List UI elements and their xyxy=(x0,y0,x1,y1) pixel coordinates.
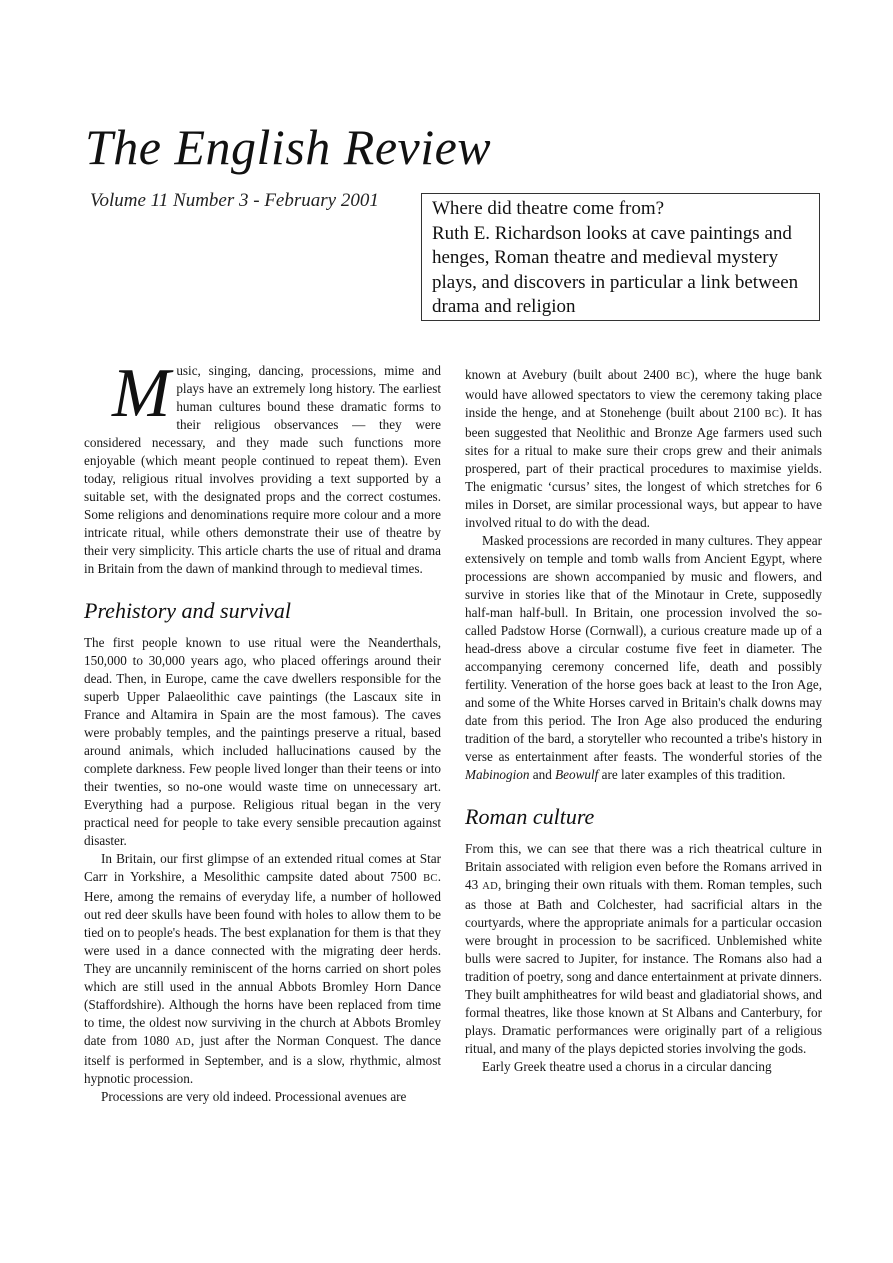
heading-roman-culture: Roman culture xyxy=(465,804,595,829)
standfirst-question: Where did theatre come from? xyxy=(432,198,665,219)
drop-cap: M xyxy=(112,355,171,432)
paragraph: Early Greek theatre used a chorus in a circular dancing xyxy=(482,1059,772,1074)
standfirst-box xyxy=(421,193,820,321)
paragraph xyxy=(84,850,441,1088)
paragraph-text: . Here, among the remains of everyday life, a number of hollowed out red deer skulls have been found with holes to allow them to be tied on to people's heads. The best explanation for them is that they were used in a dance connected with the migrating deer herds. They are uncannily reminiscent of the horns carried on short poles which are still used in the annual Abbots Bromley Horn Dance (Staffordshire). Although the horns have been replaced from time to time, the oldest now surviving in the church at Abbots Bromley date from 1080 xyxy=(84,869,441,1048)
standfirst-summary: Ruth E. Richardson looks at cave paintings and henges, Roman theatre and medieval mystery plays, and discovers in particular a link between drama and religion xyxy=(432,222,799,317)
paragraph: Processions are very old indeed. Processional avenues are xyxy=(101,1089,407,1104)
heading-prehistory: Prehistory and survival xyxy=(84,598,291,623)
paragraph-text: , bringing their own rituals with them. Roman temples, such as those at Bath and Colchester, had sacrificial altars in the courtyards, where the appropriate animals for a particular occasion were brought in procession to be sacrificed. Unblemished white bulls were sacred to Jupiter, for instance. The Romans also had a tradition of poetry, song and dance entertainment at private dinners. They built amphitheatres for wild beast and gladiatorial shows, and formal theatres, like those known at St Albans and Canterbury, for plays. Dramatic performances were originally part of a religious ritual, and many of the plays depicted stories involving the gods. xyxy=(465,877,822,1056)
paragraph-text: , just after the Norman Conquest. The dance itself is performed in September, and is a slow, rhythmic, almost hypnotic procession. xyxy=(84,1033,441,1086)
paragraph-text: are later examples of this tradition. xyxy=(598,767,786,782)
paragraph-text: Masked processions are recorded in many cultures. They appear extensively on temple and tomb walls from Ancient Egypt, where processions are shown accompanied by music and flowers, and survive in stories like that of the Minotaur in Crete, supposedly half-man half-bull. In Britain, one procession involved the so-called Padstow Horse (Cornwall), a curious creature made up of a head-dress above a circular costume five feet in diameter. The accompanying ceremony concerned life, death and possibly fertility. Veneration of the horse goes back at least to the Iron Age, and some of the White Horses carved in Britain's chalk downs may date from this period. The Iron Age also produced the enduring tradition of the bard, a storyteller who recounted a tribe's history in verse as entertainment after feasts. The wonderful stories of the xyxy=(465,533,822,764)
era-abbrev: BC xyxy=(423,873,438,884)
paragraph-text: ). It has been suggested that Neolithic and Bronze Age farmers used such sites for a ritual to make sure their crops grew and their animals prospered, part of their practical procedures to maximise yields. The enigmatic ‘cursus’ sites, the longest of which stretches for 6 miles in Dorset, are similar processional ways, but appear to have involved ritual to do with the dead. xyxy=(465,405,822,530)
paragraph xyxy=(465,840,822,1058)
paragraph xyxy=(465,532,822,784)
intro-paragraph xyxy=(84,355,441,578)
paragraph xyxy=(465,366,822,532)
intro-text: usic, singing, dancing, processions, mime and plays have an extremely long history. The earliest human cultures bound these dramatic forms to their religious observances — they were considered necessary, and they made such functions more enjoyable (which meant people continued to repeat them). Even today, religious ritual involves providing a text supported by a suitable set, with the designated props and the correct costumes. Some religions and denominations require more colour and a more intricate ritual, while others demonstrate their use of theatre by their very simplicity. This article charts the use of ritual and drama in Britain from the dawn of mankind through to medieval times. xyxy=(84,363,441,576)
article-column-right xyxy=(465,366,822,1076)
paragraph-text: and xyxy=(529,767,556,782)
paragraph-text: In Britain, our first glimpse of an extended ritual comes at Star Carr in Yorkshire, a Mesolithic campsite dated about 7500 xyxy=(84,851,441,884)
article-column-left xyxy=(84,355,441,1106)
paragraph-text: From this, we can see that there was a rich theatrical culture in Britain associated with religion even before the Romans arrived in 43 xyxy=(465,841,822,892)
era-abbrev: AD xyxy=(175,1037,191,1048)
paragraph: The first people known to use ritual were the Neanderthals, 150,000 to 30,000 years ago, who placed offerings around their dead. Then, in Europe, came the cave dwellers responsible for the superb Upper Palaeolithic cave paintings (the Lascaux site in France and Altamira in Spain are the most famous). The caves were probably temples, and the paintings preserve a ritual, based around animals, which included hallucinations caused by the complete darkness. Few people lived longer than their teens or into their twenties, so no-one would waste time on unnecessary art. Everything had a purpose. Religious ritual began in the very practical need for people to take every sensible precaution against disaster. xyxy=(84,635,441,848)
era-abbrev: BC xyxy=(675,371,691,382)
masthead-title: The English Review xyxy=(85,119,492,175)
book-title: Mabinogion xyxy=(465,767,530,782)
paragraph-text: ), where the huge bank would have allowed spectators to view the ceremony taking place inside the henge, and at Stonehenge (built about 2100 xyxy=(465,367,822,420)
era-abbrev: AD xyxy=(482,881,499,892)
era-abbrev: BC xyxy=(764,409,780,420)
paragraph-text: known at Avebury (built about 2400 xyxy=(465,367,676,382)
issue-line: Volume 11 Number 3 - February 2001 xyxy=(90,190,379,211)
book-title: Beowulf xyxy=(555,767,599,782)
